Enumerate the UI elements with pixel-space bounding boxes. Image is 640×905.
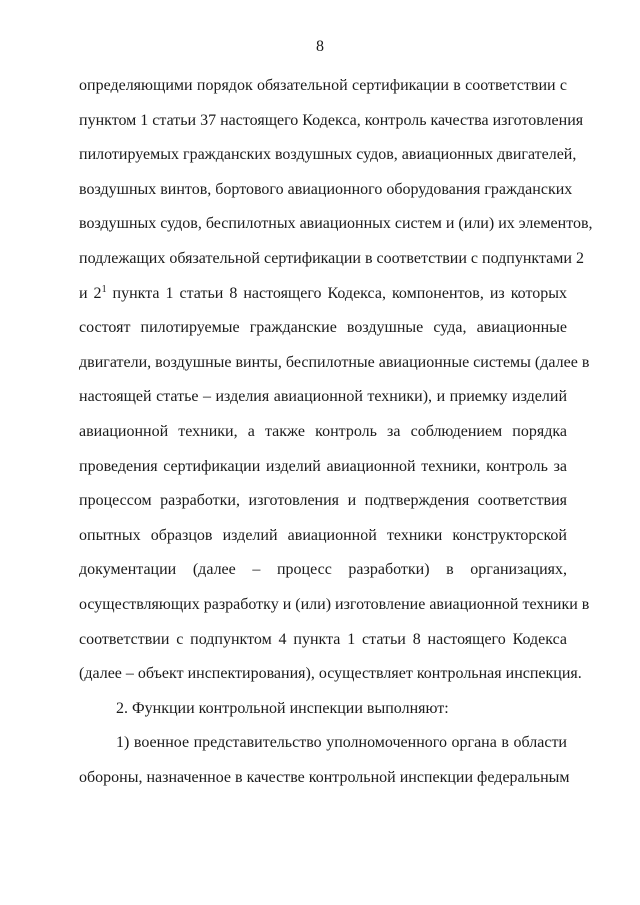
text-line: воздушных винтов, бортового авиационного оборудования гражданских (79, 180, 573, 198)
text-line: состоят пилотируемые гражданские воздушные суда, авиационные (79, 319, 567, 337)
text-line: пунктом 1 статьи 37 настоящего Кодекса, контроль качества изготовления (79, 111, 584, 129)
text-line: процессом разработки, изготовления и подтверждения соответствия (79, 492, 567, 510)
text-line: двигатели, воздушные винты, беспилотные авиационные системы (далее в (79, 353, 590, 371)
text-line: осуществляющих разработку и (или) изготовление авиационной техники в (79, 595, 590, 613)
text-line: определяющими порядок обязательной сертификации в соответствии с (79, 77, 567, 94)
text-line: проведения сертификации изделий авиационной техники, контроль за (79, 457, 567, 475)
text-line: пилотируемых гражданских воздушных судов, авиационных двигателей, (79, 146, 577, 164)
text-fragment: пункта 1 статьи 8 настоящего Кодекса, компонентов, из которых (106, 284, 567, 302)
text-line: опытных образцов изделий авиационной техники конструкторской (79, 526, 567, 544)
text-line: настоящей статье – изделия авиационной техники), и приемку изделий (79, 388, 567, 406)
text-line: подлежащих обязательной сертификации в соответствии с подпунктами 2 (79, 249, 584, 267)
text-fragment: и 2 (79, 284, 102, 302)
text-line-with-superscript (79, 284, 567, 319)
paragraph-end-line: (далее – объект инспектирования), осуществляет контрольная инспекция. (79, 665, 582, 683)
paragraph-heading-line: 2. Функции контрольной инспекции выполняют: (116, 699, 449, 717)
page-number: 8 (316, 38, 324, 55)
text-line: документации (далее – процесс разработки) в организациях, (79, 561, 567, 579)
superscript: 1 (101, 283, 107, 295)
text-line: обороны, назначенное в качестве контрольной инспекции федеральным (79, 768, 570, 786)
text-line: воздушных судов, беспилотных авиационных систем и (или) их элементов, (79, 215, 593, 233)
text-line: авиационной техники, а также контроль за соблюдением порядка (79, 422, 567, 440)
list-item-line: 1) военное представительство уполномоченного органа в области (116, 734, 567, 752)
body-text (79, 76, 593, 802)
text-line: соответствии с подпунктом 4 пункта 1 статьи 8 настоящего Кодекса (79, 630, 567, 648)
